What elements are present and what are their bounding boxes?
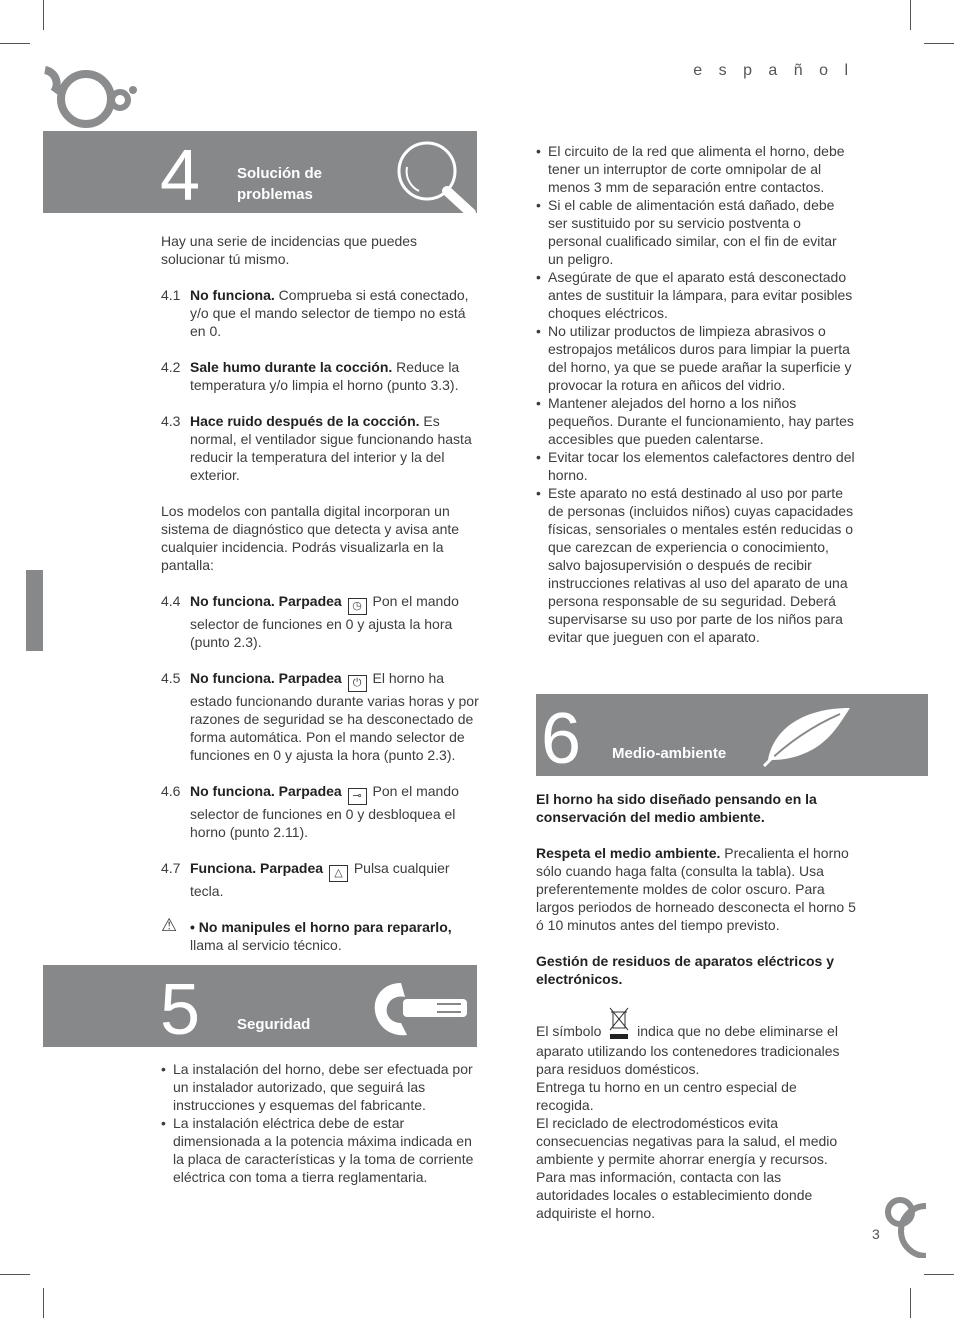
list-item: • Este aparato no está destinado al uso por parte de personas (incluidos niños) cuyas capacidades físicas, sensoriales o mentales estén reducidas o que carezcan de experiencia o conocimiento, salvo bajosupervisión o después de recibir instrucciones relativas al uso del aparato de una persona responsable de su seguridad. Deberá supervisarse su uso por parte de los niños para evitar que jueguen con el aparato.	[536, 484, 856, 646]
crop-mark	[0, 1274, 30, 1275]
list-item: • Asegúrate de que el aparato está desconectado antes de sustituir la lámpara, para evitar posibles choques eléctricos.	[536, 268, 856, 322]
list-item: 4.2 Sale humo durante la cocción. Reduce la temperatura y/o limpia el horno (punto 3.3).	[161, 359, 460, 393]
list-item: 4.3 Hace ruido después de la cocción. Es normal, el ventilador sigue funcionando hasta reducir la temperatura del interior y la del exterior.	[161, 413, 472, 483]
magnifier-icon	[393, 137, 477, 213]
crop-mark	[910, 0, 911, 30]
key-lock-icon: ⊸	[348, 788, 367, 805]
warning-icon: ⚠	[161, 915, 178, 935]
list-item: 4.5 No funciona. Parpadea ⏻ El horno ha estado funcionando durante varias horas y por razones de seguridad se ha desconectado de forma automática. Pon el mando selector de funciones en 0 y ajusta la hora (punto 2.3).	[161, 670, 479, 763]
section-title: Seguridad	[237, 1016, 311, 1033]
section-number: 4	[160, 136, 201, 216]
section-title: Solución de problemas	[237, 165, 323, 203]
list-item: • La instalación eléctrica debe de estar dimensionada a la potencia máxima indicada en la placa de características y la toma de corriente eléctrica con toma a tierra reglamentaria.	[161, 1114, 479, 1186]
gestion-title: Gestión de residuos de aparatos eléctricos y electrónicos.	[536, 953, 834, 987]
respeta-paragraph: Respeta el medio ambiente. Precalienta el horno sólo cuando haga falta (consulta la tabla). Usa preferentemente moldes de color oscuro. Para largos periodos de horneado desconecta el horno 5 ó 10 minutos antes del tiempo previsto.	[536, 845, 856, 933]
section-4-header	[43, 131, 477, 216]
entrega-text: Entrega tu horno en un centro especial de recogida.	[536, 1079, 797, 1113]
warning-note: ⚠ • No manipules el horno para repararlo, llama al servicio técnico.	[161, 915, 452, 953]
section-5-right	[536, 142, 856, 646]
side-tab	[26, 570, 43, 651]
page-number: 3	[872, 1226, 880, 1242]
section-number: 5	[160, 970, 201, 1050]
reciclado-text: El reciclado de electrodomésticos evita consecuencias negativas para la salud, el medio ambiente y permite ahorrar energía y recursos. Para mas información, contacta con las autoridades locales o establecimiento donde adquiriste el horno.	[536, 1115, 838, 1221]
digital-intro: Los modelos con pantalla digital incorporan un sistema de diagnóstico que detecta y avisa ante cualquier incidencia. Podrás visualizarla en la pantalla:	[161, 503, 460, 573]
section-5-header	[43, 965, 477, 1050]
clock-icon: ◷	[348, 598, 367, 615]
list-item: • Mantener alejados del horno a los niños pequeños. Durante el funcionamiento, hay partes accesibles que pueden calentarse.	[536, 394, 856, 448]
bell-icon: △	[329, 865, 348, 882]
crop-mark	[924, 1274, 954, 1275]
lead-text: El horno ha sido diseñado pensando en la conservación del medio ambiente.	[536, 791, 817, 825]
language-label: e s p a ñ o l	[693, 62, 854, 79]
section-4-body	[161, 232, 479, 954]
list-item: 4.4 No funciona. Parpadea ◷ Pon el mando selector de funciones en 0 y ajusta la hora (punto 2.3).	[161, 593, 459, 650]
simbolo-paragraph: El símbolo indica que no debe eliminarse el aparato utilizando los contenedores tradicionales para residuos domésticos.	[536, 1006, 858, 1078]
wrench-icon	[371, 979, 471, 1041]
section-6-body	[536, 790, 858, 1222]
intro-text: Hay una serie de incidencias que puedes solucionar tú mismo.	[161, 233, 418, 267]
list-item: 4.6 No funciona. Parpadea ⊸ Pon el mando selector de funciones en 0 y desbloquea el horno (punto 2.11).	[161, 783, 459, 840]
plug-icon: ⏻	[348, 675, 367, 692]
list-item: • El circuito de la red que alimenta el horno, debe tener un interruptor de corte omnipolar de al menos 3 mm de separación entre contactos.	[536, 142, 856, 196]
brand-circles-logo	[40, 62, 140, 134]
list-item: • Si el cable de alimentación está dañado, debe ser sustituido por su servicio postventa o personal cualificado similar, con el fin de evitar un peligro.	[536, 196, 856, 268]
list-item: 4.1 No funciona. Comprueba si está conectado, y/o que el mando selector de tiempo no está en 0.	[161, 287, 469, 339]
brand-circles-small-icon	[880, 1192, 928, 1258]
section-5-left	[161, 1060, 479, 1186]
section-6-header	[536, 694, 928, 779]
leaf-icon	[760, 702, 854, 768]
section-title: Medio-ambiente	[612, 745, 727, 762]
section-number: 6	[541, 699, 582, 779]
weee-bin-icon	[607, 1006, 631, 1042]
crop-mark	[910, 1288, 911, 1318]
list-item: • La instalación del horno, debe ser efectuada por un instalador autorizado, que seguirá las instrucciones y esquemas del fabricante.	[161, 1060, 479, 1114]
crop-mark	[0, 43, 30, 44]
crop-mark	[43, 1288, 44, 1318]
crop-mark	[43, 0, 44, 30]
list-item: • No utilizar productos de limpieza abrasivos o estropajos metálicos duros para limpiar la puerta del horno, ya que se puede arañar la superficie y provocar la rotura en añicos del vidrio.	[536, 322, 856, 394]
list-item: 4.7 Funciona. Parpadea △ Pulsa cualquier tecla.	[161, 860, 450, 899]
crop-mark	[924, 43, 954, 44]
list-item: • Evitar tocar los elementos calefactores dentro del horno.	[536, 448, 856, 484]
